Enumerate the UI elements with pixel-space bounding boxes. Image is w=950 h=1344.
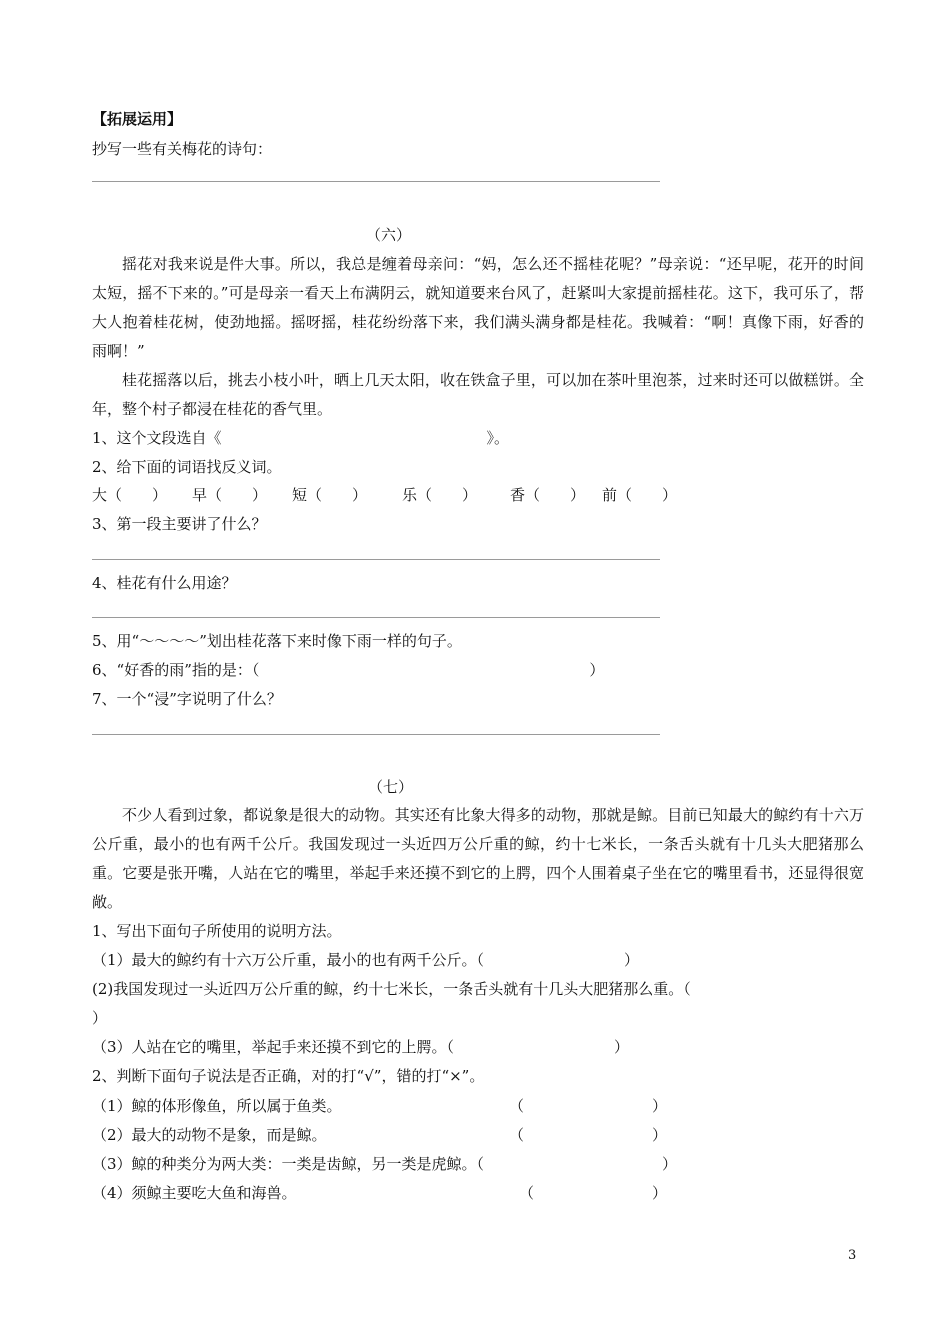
question-7-1-2-close: ）: [92, 1009, 108, 1027]
answer-line: [92, 559, 660, 560]
antonym-item: 香（ ）: [510, 486, 586, 504]
answer-line: [92, 734, 660, 735]
question-7-1-1: （1）最大的鲸约有十六万公斤重，最小的也有两千公斤。（ ）: [92, 951, 640, 969]
judge-item-1: （1）鲸的体形像鱼，所以属于鱼类。 （ ）: [92, 1097, 668, 1115]
antonym-item: 大（ ）: [92, 486, 168, 504]
passage-6-para-1: 摇花对我来说是件大事。所以，我总是缠着母亲问：“妈，怎么还不摇桂花呢？”母亲说：“还早呢，花开的时间太短，摇不下来的。”可是母亲一看天上布满阴云，就知道要来台风了，赶紧叫大家提前摇桂花。这下，我可乐了，帮大人抱着桂花树，使劲地摇。摇呀摇，桂花纷纷落下来，我们满头满身都是桂花。我喊着：“啊！真像下雨，好香的雨啊！”: [92, 255, 864, 360]
judge-item-2: （2）最大的动物不是象，而是鲸。 （ ）: [92, 1126, 668, 1144]
question-7-1-2: (2)我国发现过一头近四万公斤重的鲸，约十七米长，一条舌头就有十几头大肥猪那么重。（: [92, 980, 691, 998]
answer-line: [92, 617, 660, 618]
judge-item-4: （4）须鲸主要吃大鱼和海兽。 （ ）: [92, 1184, 668, 1202]
answer-line: [92, 181, 660, 182]
section-title-7: （七）: [368, 778, 414, 796]
question-6-2: 2、给下面的词语找反义词。: [92, 458, 282, 476]
passage-7-para: 不少人看到过象，都说象是很大的动物。其实还有比象大得多的动物，那就是鲸。目前已知最大的鲸约有十六万公斤重，最小的也有两千公斤。我国发现过一头近四万公斤重的鲸，约十七米长，一条舌头就有十几头大肥猪那么重。它要是张开嘴，人站在它的嘴里，举起手来还摸不到它的上腭，四个人围着桌子坐在它的嘴里看书，还显得很宽敞。: [92, 806, 864, 911]
section-heading-expand: 【拓展运用】: [92, 110, 183, 128]
page-number: 3: [848, 1248, 857, 1263]
judge-item-3: （3）鲸的种类分为两大类：一类是齿鲸，另一类是虎鲸。（ ）: [92, 1155, 678, 1173]
question-6-6: 6、“好香的雨”指的是：（ ）: [92, 661, 605, 679]
antonym-item: 乐（ ）: [402, 486, 478, 504]
antonym-item: 前（ ）: [602, 486, 678, 504]
expand-instruction: 抄写一些有关梅花的诗句：: [92, 140, 273, 158]
question-7-2: 2、判断下面句子说法是否正确，对的打“√”，错的打“×”。: [92, 1067, 485, 1085]
antonym-item: 早（ ）: [192, 486, 268, 504]
question-6-7: 7、一个“浸”字说明了什么？: [92, 690, 282, 708]
question-6-3: 3、第一段主要讲了什么？: [92, 515, 267, 533]
question-7-1: 1、写出下面句子所使用的说明方法。: [92, 922, 342, 940]
question-6-4: 4、桂花有什么用途？: [92, 574, 237, 592]
question-7-1-3: （3）人站在它的嘴里，举起手来还摸不到它的上腭。（ ）: [92, 1038, 630, 1056]
section-title-6: （六）: [366, 226, 412, 244]
question-6-1: 1、这个文段选自《 》。: [92, 429, 510, 447]
passage-7: [92, 801, 864, 917]
antonym-item: 短（ ）: [292, 486, 368, 504]
question-6-5: 5、用“～～～～”划出桂花落下来时像下雨一样的句子。: [92, 632, 462, 650]
passage-6: [92, 250, 864, 424]
passage-6-para-2: 桂花摇落以后，挑去小枝小叶，晒上几天太阳，收在铁盒子里，可以加在茶叶里泡茶，过来时还可以做糕饼。全年，整个村子都浸在桂花的香气里。: [92, 371, 864, 418]
